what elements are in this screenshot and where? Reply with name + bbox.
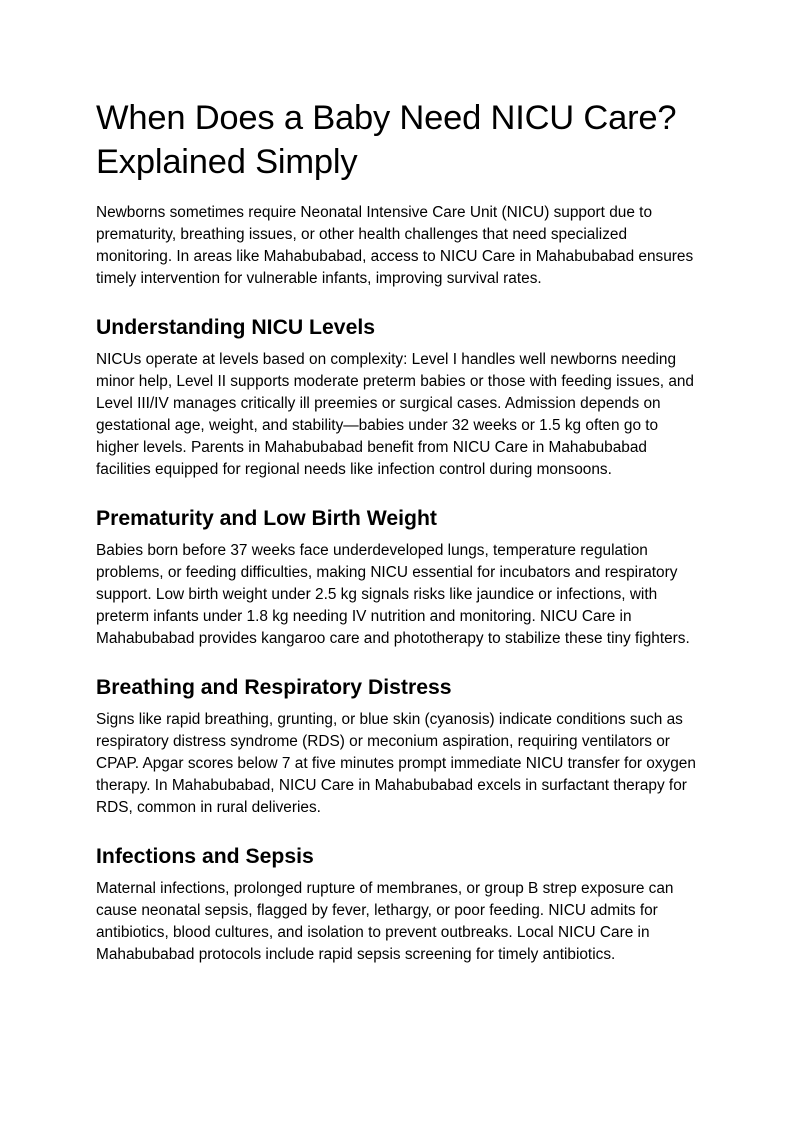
section-body: Signs like rapid breathing, grunting, or blue skin (cyanosis) indicate conditions such as respiratory distress syndrome (RDS) or meconium aspiration, requiring ventilators or CPAP. Apgar scores below 7 at five minutes prompt immediate NICU transfer for oxygen therapy. In Mahabubabad, NICU Care in Mahabubabad excels in surfactant therapy for RDS, common in rural deliveries. — [96, 711, 696, 816]
section-prematurity — [96, 506, 700, 650]
section-breathing — [96, 675, 700, 819]
document-page — [96, 96, 700, 966]
page-title-line-1: When Does a Baby Need NICU Care? — [96, 99, 677, 137]
section-body: Maternal infections, prolonged rupture of membranes, or group B strep exposure can cause neonatal sepsis, flagged by fever, lethargy, or poor feeding. NICU admits for antibiotics, blood cultures, and isolation to prevent outbreaks. Local NICU Care in Mahabubabad protocols include rapid sepsis screening for timely antibiotics. — [96, 880, 674, 963]
intro-paragraph: Newborns sometimes require Neonatal Intensive Care Unit (NICU) support due to prematurity, breathing issues, or other health challenges that need specialized monitoring. In areas like Mahabubabad, access to NICU Care in Mahabubabad ensures timely intervention for vulnerable infants, improving survival rates. — [96, 204, 694, 287]
section-nicu-levels — [96, 315, 700, 481]
page-title — [96, 96, 700, 184]
section-infections — [96, 844, 700, 966]
section-heading: Infections and Sepsis — [96, 845, 314, 868]
section-heading: Breathing and Respiratory Distress — [96, 676, 452, 699]
page-title-line-2: Explained Simply — [96, 143, 358, 181]
section-body: NICUs operate at levels based on complexity: Level I handles well newborns needing minor help, Level II supports moderate preterm babies or those with feeding issues, and Level III/IV manages critically ill preemies or surgical cases. Admission depends on gestational age, weight, and stability—babies under 32 weeks or 1.5 kg often go to higher levels. Parents in Mahabubabad benefit from NICU Care in Mahabubabad facilities equipped for regional needs like infection control during monsoons. — [96, 351, 694, 478]
section-heading: Prematurity and Low Birth Weight — [96, 507, 437, 530]
section-heading: Understanding NICU Levels — [96, 316, 376, 339]
section-body: Babies born before 37 weeks face underdeveloped lungs, temperature regulation problems, or feeding difficulties, making NICU essential for incubators and respiratory support. Low birth weight under 2.5 kg signals risks like jaundice or infections, with preterm infants under 1.8 kg needing IV nutrition and monitoring. NICU Care in Mahabubabad provides kangaroo care and phototherapy to stabilize these tiny fighters. — [96, 542, 690, 647]
